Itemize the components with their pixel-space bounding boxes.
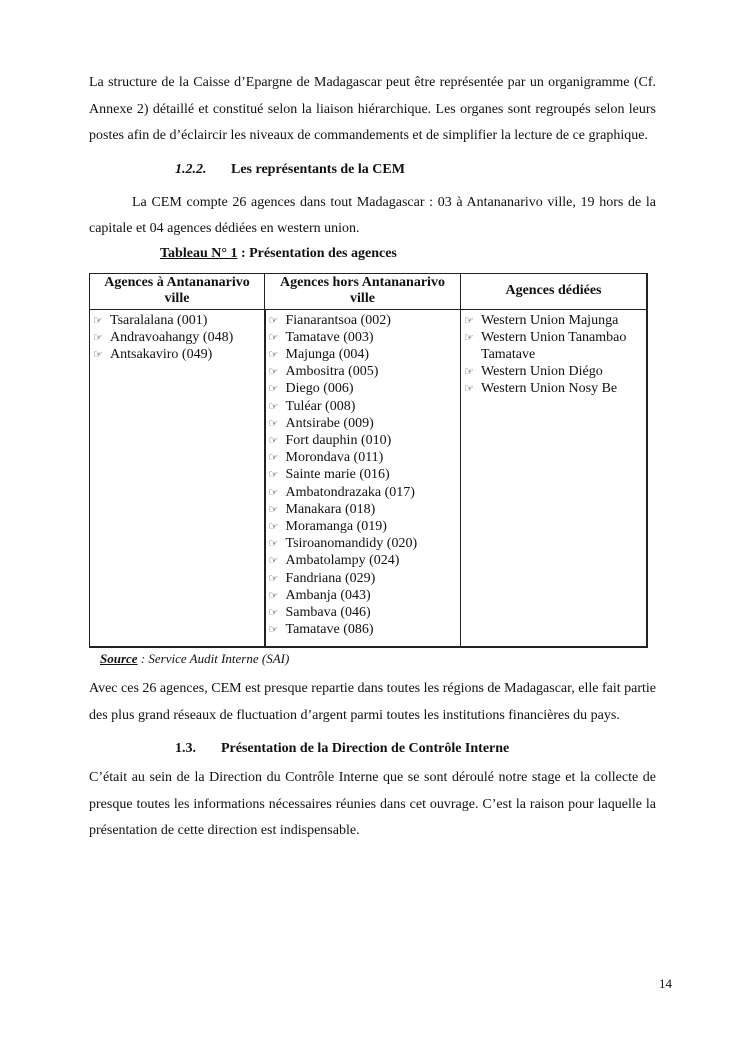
table-source <box>100 650 656 668</box>
agency-name: Ambanja (043) <box>285 587 371 603</box>
pointing-hand-icon: ☞ <box>93 313 103 327</box>
agency-item <box>269 518 458 535</box>
pointing-hand-icon: ☞ <box>464 313 474 327</box>
pointing-hand-icon: ☞ <box>268 313 279 327</box>
agency-name: Majunga (004) <box>285 346 370 362</box>
agencies-paragraph: La CEM compte 26 agences dans tout Madagascar : 03 à Antananarivo ville, 19 hors de la capitale et 04 agences dédiées en western union. <box>89 194 656 236</box>
agency-item <box>269 415 458 432</box>
pointing-hand-icon: ☞ <box>268 571 279 585</box>
agency-name: Manakara (018) <box>285 501 376 517</box>
pointing-hand-icon: ☞ <box>268 382 279 396</box>
agency-item <box>269 363 458 380</box>
agency-item <box>269 535 458 552</box>
agency-name: Tsaralalana (001) <box>110 312 208 328</box>
agencies-table <box>89 273 648 649</box>
section-heading-1-3 <box>89 739 656 759</box>
agency-item <box>269 346 458 363</box>
agency-name: Ambatondrazaka (017) <box>285 484 415 500</box>
agency-item <box>464 380 643 397</box>
pointing-hand-icon: ☞ <box>268 416 279 430</box>
agency-name: Antsakaviro (049) <box>110 346 213 362</box>
agency-name: Tamatave (086) <box>285 622 374 638</box>
pointing-hand-icon: ☞ <box>268 451 279 465</box>
agency-name: Fandriana (029) <box>285 570 376 586</box>
agency-name: Morondava (011) <box>285 450 384 466</box>
section-heading-1-2-2 <box>89 160 656 180</box>
agency-name: Ambatolampy (024) <box>285 553 400 569</box>
agency-name: Western Union Nosy Be <box>481 381 618 397</box>
agency-name: Tuléar (008) <box>285 398 356 414</box>
agency-name: Sambava (046) <box>285 604 371 620</box>
pointing-hand-icon: ☞ <box>93 347 103 361</box>
table-header: Agences dédiées <box>461 273 648 309</box>
pointing-hand-icon: ☞ <box>464 330 474 344</box>
direction-paragraph: C’était au sein de la Direction du Contrôle Interne que se sont déroulé notre stage et la collecte de presque toutes les informations nécessaires réunies dans cet ouvrage. C’est la raison pour laquelle la présentation de cette direction est indispensable. <box>89 770 656 839</box>
table-header: Agences hors Antananarivo ville <box>265 273 461 309</box>
agency-item <box>464 329 643 363</box>
agency-name: Tamatave (003) <box>285 329 374 345</box>
pointing-hand-icon: ☞ <box>268 347 279 361</box>
agency-name: Fort dauphin (010) <box>285 432 392 448</box>
agency-name: Tsiroanomandidy (020) <box>285 536 418 552</box>
table-caption-text: : Présentation des agences <box>237 245 397 261</box>
agency-name: Ambositra (005) <box>285 364 379 380</box>
column-hors-antananarivo <box>265 309 461 647</box>
agency-item <box>269 484 458 501</box>
pointing-hand-icon: ☞ <box>268 433 279 447</box>
agency-item <box>269 380 458 397</box>
pointing-hand-icon: ☞ <box>464 382 474 396</box>
source-label: Source <box>100 651 138 667</box>
agency-item <box>93 312 261 329</box>
agency-name: Western Union Tanambao Tamatave <box>481 329 627 362</box>
agency-item <box>269 312 458 329</box>
section-title: Présentation de la Direction de Contrôle Interne <box>221 741 510 757</box>
pointing-hand-icon: ☞ <box>268 605 279 619</box>
agency-item <box>269 329 458 346</box>
pointing-hand-icon: ☞ <box>268 519 279 533</box>
section-number: 1.2.2. <box>175 161 207 177</box>
section-title: Les représentants de la CEM <box>231 161 405 177</box>
agency-name: Andravoahangy (048) <box>110 329 234 345</box>
agency-item <box>269 449 458 466</box>
agency-item <box>464 312 643 329</box>
pointing-hand-icon: ☞ <box>268 537 279 551</box>
pointing-hand-icon: ☞ <box>268 365 279 379</box>
agency-item <box>269 432 458 449</box>
agency-name: Moramanga (019) <box>285 518 387 534</box>
pointing-hand-icon: ☞ <box>268 485 279 499</box>
agency-item <box>269 501 458 518</box>
agency-item <box>269 552 458 569</box>
agency-name: Antsirabe (009) <box>285 415 374 431</box>
pointing-hand-icon: ☞ <box>464 365 474 379</box>
column-antananarivo <box>90 309 265 647</box>
conclusion-paragraph: Avec ces 26 agences, CEM est presque repartie dans toutes les régions de Madagascar, elle fait partie des plus grand réseaux de fluctuation d’argent parmi toutes les institutions financières du pays. <box>89 681 656 723</box>
agency-item <box>269 398 458 415</box>
pointing-hand-icon: ☞ <box>268 468 279 482</box>
pointing-hand-icon: ☞ <box>268 554 279 568</box>
pointing-hand-icon: ☞ <box>268 623 279 637</box>
document-page <box>89 70 656 845</box>
agency-name: Fianarantsoa (002) <box>285 312 391 328</box>
agency-name: Diego (006) <box>285 381 354 397</box>
table-header: Agences à Antananarivo ville <box>90 273 265 309</box>
pointing-hand-icon: ☞ <box>93 330 103 344</box>
intro-paragraph: La structure de la Caisse d’Epargne de Madagascar peut être représentée par un organigramme (Cf. Annexe 2) détaillé et constitué selon la liaison hiérarchique. Les organes sont regroupés selon leurs postes afin de d’éclaircir les niveaux de commandements et de simplifier la lecture de ce graphique. <box>89 75 656 143</box>
agency-item <box>93 346 261 363</box>
pointing-hand-icon: ☞ <box>268 502 279 516</box>
table-caption-label: Tableau N° 1 <box>160 245 238 261</box>
table-caption <box>160 245 656 263</box>
agency-name: Western Union Majunga <box>481 312 619 328</box>
agency-item <box>269 466 458 483</box>
agency-name: Sainte marie (016) <box>285 467 390 483</box>
pointing-hand-icon: ☞ <box>268 330 279 344</box>
pointing-hand-icon: ☞ <box>268 588 279 602</box>
agency-item <box>269 621 458 638</box>
agency-item <box>464 363 643 380</box>
page-number: 14 <box>659 976 672 991</box>
source-text: : Service Audit Interne (SAI) <box>137 651 290 667</box>
agency-item <box>269 587 458 604</box>
section-number: 1.3. <box>175 741 196 757</box>
pointing-hand-icon: ☞ <box>268 399 279 413</box>
agency-item <box>269 604 458 621</box>
column-dediees <box>461 309 648 647</box>
agency-item <box>93 329 261 346</box>
agency-item <box>269 570 458 587</box>
agency-name: Western Union Diégo <box>481 364 603 380</box>
